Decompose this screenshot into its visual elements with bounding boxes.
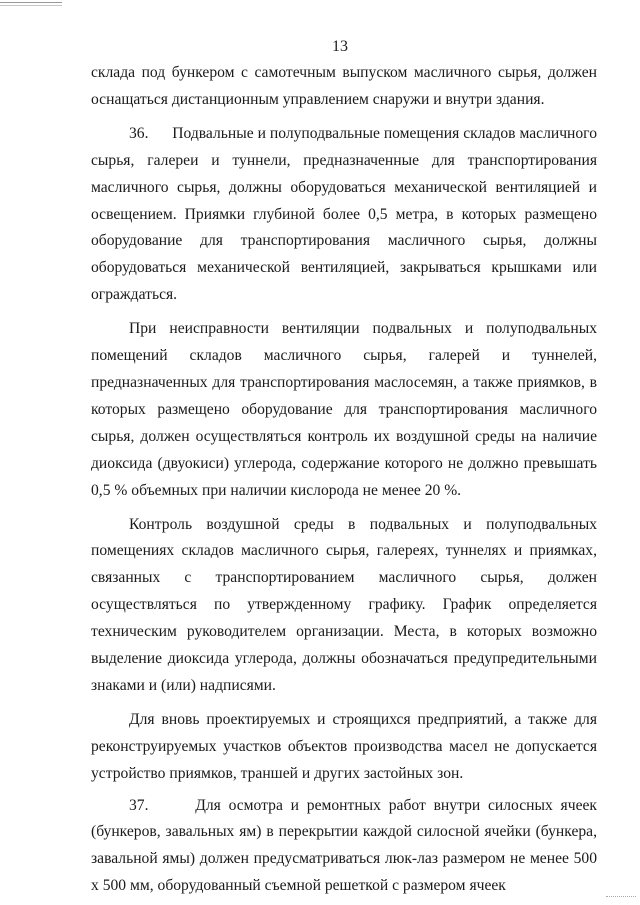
page-number: 13	[332, 38, 348, 55]
paragraph-clause-36: 36. Подвальные и полуподвальные помещения складов масличного сырья, галереи и туннели, предназначенные для транспортирования масличного сырья, должны оборудоваться механической вентиляцией и освещением. Приямки глубиной более 0,5 метра, в которых размещено оборудование для транспортирования масличного сырья, должны оборудоваться механической вентиляцией, закрываться крышками или ограждаться.	[91, 124, 597, 304]
paragraph-clause-37: 37. Для осмотра и ремонтных работ внутри силосных ячеек (бункеров, завальных ям) в перекрытии каждой силосной ячейки (бункера, завальной ямы) должен предусматриваться люк-лаз размером не менее 500 х 500 мм, оборудованный съемной решеткой с размером ячеек	[91, 796, 597, 895]
paragraph-new-enterprises: Для вновь проектируемых и строящихся предприятий, а также для реконструируемых участков объектов производства масел не допускается устройство приямков, траншей и других застойных зон.	[91, 710, 597, 782]
scan-edge-mark	[0, 2, 62, 6]
paragraph-air-control: Контроль воздушной среды в подвальных и полуподвальных помещениях складов масличного сырья, галереях, туннелях и приямках, связанных с транспортированием масличного сырья, должен осуществляться по утвержденному графику. График определяется техническим руководителем организации. Места, в которых возможно выделение диоксида углерода, должны обозначаться предупредительными знаками и (или) надписями.	[91, 515, 597, 694]
scan-corner-mark	[606, 896, 636, 901]
document-body	[91, 60, 597, 900]
paragraph-ventilation-failure: При неисправности вентиляции подвальных и полуподвальных помещений складов масличного сырья, галерей и туннелей, предназначенных для транспортирования маслосемян, а также приямков, в которых размещено оборудование для транспортирования масличного сырья, должен осуществляться контроль их воздушной среды на наличие диоксида (двуокиси) углерода, содержание которого не должно превышать 0,5 % объемных при наличии кислорода не менее 20 %.	[91, 320, 597, 499]
paragraph-continuation: склада под бункером с самотечным выпуском масличного сырья, должен оснащаться дистанционным управлением снаружи и внутри здания.	[91, 64, 597, 108]
